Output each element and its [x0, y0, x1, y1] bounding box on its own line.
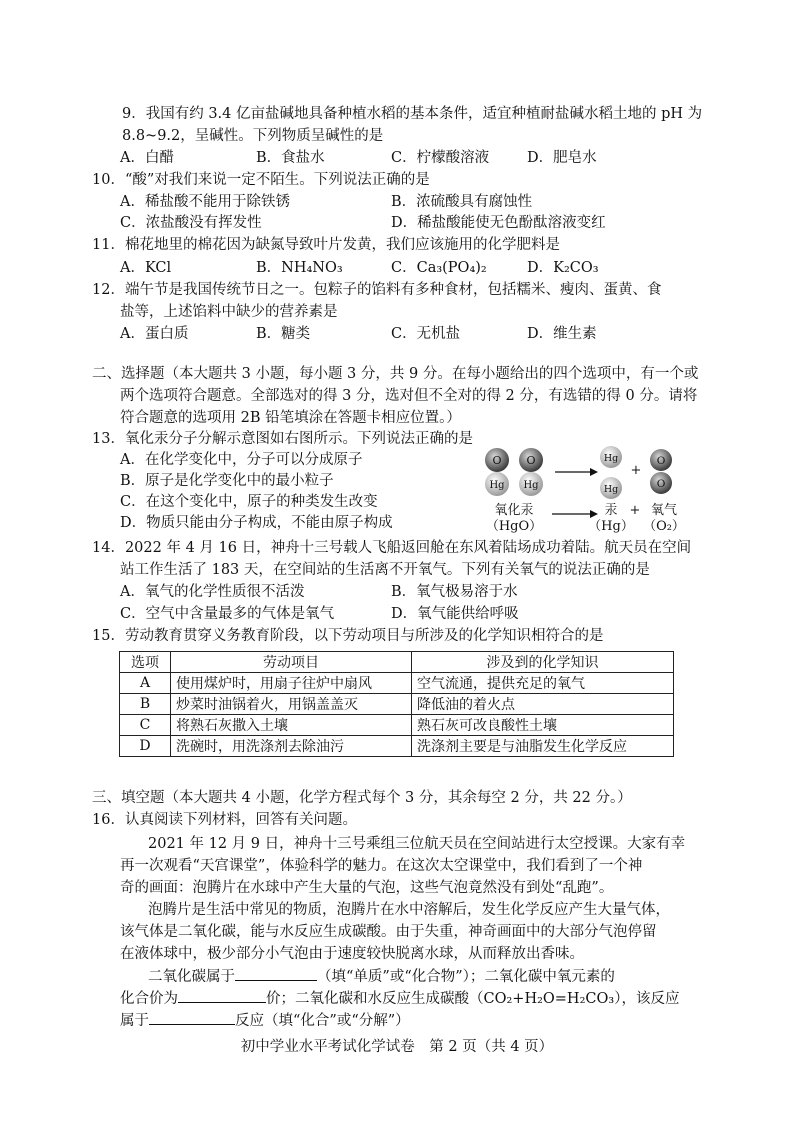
q11-option-d: D．K₂CO₃ — [527, 260, 599, 276]
section2-heading-line2: 两个选项符合题意。全部选对的得 3 分，选对但不全对的得 2 分，有选错的得 0 分。请将 — [120, 388, 698, 404]
labor-knowledge-table — [119, 651, 674, 757]
q9-line2: 8.8~9.2，呈碱性。下列物质呈碱性的是 — [122, 128, 384, 144]
o-atom-label: O — [656, 455, 666, 467]
product1-name: 汞 — [604, 503, 618, 518]
q13-option-a: A．在化学变化中，分子可以分成原子 — [120, 452, 363, 468]
section2-heading-line3: 符合题意的选项用 2B 铅笔填涂在答题卡相应位置。） — [120, 410, 461, 426]
o-atom-label: O — [526, 454, 536, 467]
product2-formula: （O₂） — [643, 519, 685, 534]
q11-option-b: B．NH₄NO₃ — [256, 260, 343, 276]
row-chem-knowledge: 空气流通，提供充足的氧气 — [412, 673, 674, 694]
q16-fill2-text-b: 价；二氧化碳和水反应生成碳酸（CO₂+H₂O=H₂CO₃），该反应 — [266, 991, 680, 1007]
column-header-labor-item: 劳动项目 — [171, 652, 412, 673]
q16-fill1-text-a: 二氧化碳属于 — [148, 969, 235, 985]
q10-option-b: B．浓硫酸具有腐蚀性 — [391, 194, 533, 210]
row-labor-item: 洗碗时，用洗涤剂去除油污 — [171, 736, 412, 757]
q16-paragraph2-line2: 该气体是二氧化碳，能与水反应生成碳酸。由于失重，神奇画面中的大部分气泡停留 — [120, 924, 657, 940]
q9-option-a: A．白醋 — [120, 150, 174, 166]
q15-stem: 15．劳动教育贯穿义务教育阶段，以下劳动项目与所涉及的化学知识相符合的是 — [92, 628, 604, 644]
row-option: B — [120, 694, 171, 715]
hg-atom-label: Hg — [603, 453, 619, 464]
table-row — [120, 673, 674, 694]
product2-name: 氧气 — [650, 503, 677, 518]
q14-option-a: A．氧气的化学性质很不活泼 — [120, 584, 305, 600]
answer-blank-reaction-type[interactable] — [149, 1010, 235, 1025]
q11-option-c: C．Ca₃(PO₄)₂ — [391, 260, 487, 276]
q9-line1: 9．我国有约 3.4 亿亩盐碱地具备种植水稻的基本条件，适宜种植耐盐碱水稻土地的 pH 为 — [122, 106, 703, 122]
plus-sign: + — [629, 503, 641, 518]
row-chem-knowledge: 洗涤剂主要是与油脂发生化学反应 — [412, 736, 674, 757]
row-labor-item: 使用煤炉时，用扇子往炉中扇风 — [171, 673, 412, 694]
plus-sign: + — [630, 463, 642, 478]
q11-option-a: A．KCl — [120, 260, 172, 276]
row-option: A — [120, 673, 171, 694]
q16-fill2-text-a: 化合价为 — [120, 991, 178, 1007]
q13-option-c: C．在这个变化中，原子的种类发生改变 — [120, 494, 378, 510]
reactant-molecules — [485, 448, 543, 496]
q10-option-c: C．浓盐酸没有挥发性 — [120, 215, 262, 231]
row-option: D — [120, 736, 171, 757]
column-header-chem-knowledge: 涉及到的化学知识 — [412, 652, 674, 673]
reactant-name: 氧化汞 — [494, 503, 534, 518]
q16-fill3-text-b: 反应（填“化合”或“分解”） — [235, 1013, 410, 1029]
q14-line2: 站工作生活了 183 天，在空间站的生活离不开氧气。下列有关氧气的说法正确的是 — [120, 562, 650, 578]
q12-option-c: C．无机盐 — [391, 326, 461, 342]
row-chem-knowledge: 熟石灰可改良酸性土壤 — [412, 715, 674, 736]
q10-option-a: A．稀盐酸不能用于除铁锈 — [120, 194, 290, 210]
hg-atom-label: Hg — [603, 484, 619, 495]
q14-option-b: B．氧气极易溶于水 — [391, 584, 518, 600]
q14-option-d: D．氧气能供给呼吸 — [391, 606, 519, 622]
table-header-row — [120, 652, 674, 673]
row-option: C — [120, 715, 171, 736]
q10-option-d: D．稀盐酸能使无色酚酞溶液变红 — [391, 215, 606, 231]
table-row — [120, 694, 674, 715]
q16-paragraph1-line1: 2021 年 12 月 9 日，神舟十三号乘组三位航天员在空间站进行太空授课。大家有幸 — [148, 836, 686, 852]
o-atom-label: O — [492, 454, 502, 467]
reactant-formula: （HgO） — [485, 519, 543, 534]
q16-fill1-text-b: （填“单质”或“化合物”）；二氧化碳中氧元素的 — [317, 969, 615, 985]
q16-paragraph2-line1: 泡腾片是生活中常见的物质，泡腾片在水中溶解后，发生化学反应产生大量气体， — [148, 902, 670, 918]
answer-blank-oxygen-valence[interactable] — [178, 988, 266, 1003]
section3-heading: 三、填空题（本大题共 4 小题，化学方程式每个 3 分，其余每空 2 分，共 22 分。） — [92, 790, 632, 806]
q13-option-b: B．原子是化学变化中的最小粒子 — [120, 473, 334, 489]
table-row — [120, 715, 674, 736]
row-chem-knowledge: 降低油的着火点 — [412, 694, 674, 715]
q16-fill-line3 — [120, 1010, 410, 1031]
q12-option-a: A．蛋白质 — [120, 326, 189, 342]
q16-paragraph1-line3: 奇的画面：泡腾片在水球中产生大量的气泡，这些气泡竟然没有到处“乱跑”。 — [120, 880, 614, 896]
q16-fill-line1 — [148, 966, 615, 987]
q16-fill3-text-a: 属于 — [120, 1013, 149, 1029]
q9-option-c: C．柠檬酸溶液 — [391, 150, 490, 166]
hg-atom-label: Hg — [523, 480, 539, 491]
q12-line1: 12．端午节是我国传统节日之一。包粽子的馅料有多种食材，包括糯米、瘦肉、蛋黄、食 — [92, 282, 662, 298]
reaction-arrow-icon — [555, 468, 598, 476]
o-atom-label: O — [656, 478, 666, 490]
q14-line1: 14．2022 年 4 月 16 日，神舟十三号载人飞船返回舱在东风着陆场成功着陆。航天员在空间 — [92, 540, 692, 556]
q11-stem: 11．棉花地里的棉花因为缺氮导致叶片发黄，我们应该施用的化学肥料是 — [92, 237, 560, 253]
q13-option-d: D．物质只能由分子构成，不能由原子构成 — [120, 515, 393, 531]
column-header-option: 选项 — [120, 652, 171, 673]
q12-option-d: D．维生素 — [527, 326, 597, 342]
q16-paragraph2-line3: 在液体球中，极少部分小气泡由于速度较快脱离水球，从而释放出香味。 — [120, 946, 584, 962]
q16-paragraph1-line2: 再一次观看“天宫课堂”，体验科学的魅力。在这次太空课堂中，我们看到了一个神 — [120, 858, 643, 874]
q16-fill-line2 — [120, 988, 679, 1009]
q14-option-c: C．空气中含量最多的气体是氧气 — [120, 606, 335, 622]
hg-atom-label: Hg — [489, 480, 505, 491]
page-footer: 初中学业水平考试化学试卷 第 2 页（共 4 页） — [240, 1039, 554, 1055]
answer-blank-substance-type[interactable] — [235, 966, 317, 981]
q9-option-d: D．肥皂水 — [527, 150, 597, 166]
q10-stem: 10．“酸”对我们来说一定不陌生。下列说法正确的是 — [92, 172, 430, 188]
row-labor-item: 炒菜时油锅着火，用锅盖盖灭 — [171, 694, 412, 715]
q12-option-b: B．糖类 — [256, 326, 311, 342]
section2-heading-line1: 二、选择题（本大题共 3 小题，每小题 3 分，共 9 分。在每小题给出的四个选项中，有一个或 — [92, 366, 699, 382]
q13-stem: 13．氧化汞分子分解示意图如右图所示。下列说法正确的是 — [92, 431, 473, 447]
table-row — [120, 736, 674, 757]
q9-option-b: B．食盐水 — [256, 150, 325, 166]
product-molecules — [600, 446, 672, 499]
row-labor-item: 将熟石灰撒入土壤 — [171, 715, 412, 736]
q16-stem: 16．认真阅读下列材料，回答有关问题。 — [92, 812, 357, 828]
q12-line2: 盐等，上述馅料中缺少的营养素是 — [120, 304, 338, 320]
product1-formula: （Hg） — [588, 519, 634, 534]
